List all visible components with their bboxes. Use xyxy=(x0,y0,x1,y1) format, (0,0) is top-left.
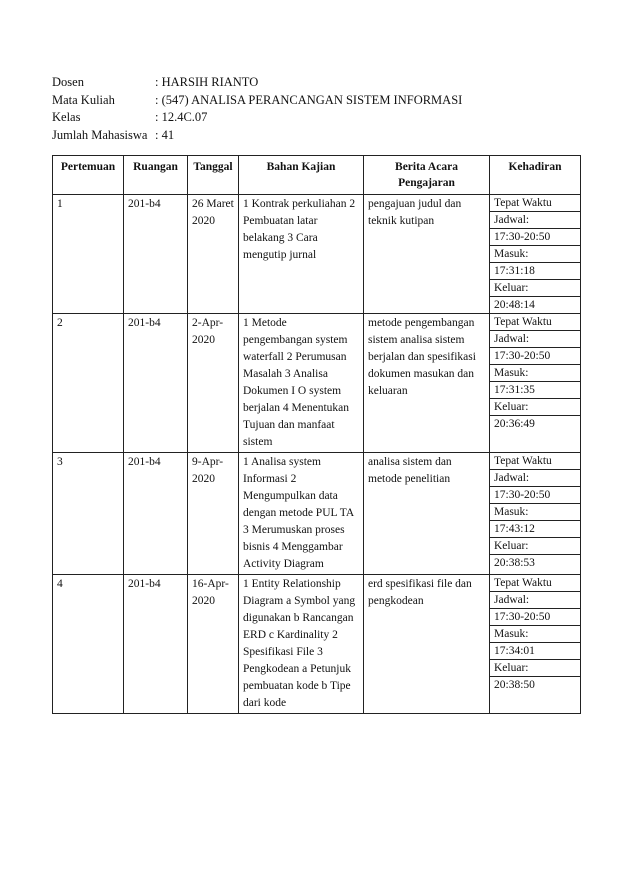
kehadiran-jadwal-value: 17:30-20:50 xyxy=(490,229,580,246)
kehadiran-masuk-label: Masuk: xyxy=(490,504,580,521)
kehadiran-keluar-label: Keluar: xyxy=(490,280,580,297)
header-row-jumlah xyxy=(52,127,462,145)
kelas-label: Kelas xyxy=(52,110,81,124)
cell-pertemuan: 4 xyxy=(53,575,124,714)
table-row xyxy=(53,195,581,314)
matkul-label: Mata Kuliah xyxy=(52,92,115,107)
kehadiran-keluar-value: 20:38:53 xyxy=(494,557,535,569)
table-row xyxy=(53,314,581,453)
cell-kehadiran xyxy=(490,575,581,714)
document-header xyxy=(52,74,462,144)
cell-pertemuan: 3 xyxy=(53,453,124,575)
kehadiran-jadwal-label: Jadwal: xyxy=(490,592,580,609)
kehadiran-status: Tepat Waktu xyxy=(490,575,580,592)
cell-bahan-kajian: 1 Entity Relationship Diagram a Symbol yang digunakan b Rancangan ERD c Kardinality 2 Spesifikasi File 3 Pengkodean a Petunjuk pembuatan kode b Tipe dari kode xyxy=(239,575,364,714)
cell-pertemuan: 2 xyxy=(53,314,124,453)
kehadiran-keluar-label: Keluar: xyxy=(490,538,580,555)
cell-kehadiran xyxy=(490,314,581,453)
cell-berita-acara: metode pengembangan sistem analisa sistem berjalan dan spesifikasi dokumen masukan dan keluaran xyxy=(364,314,490,453)
kehadiran-jadwal-label: Jadwal: xyxy=(490,331,580,348)
kehadiran-jadwal-value: 17:30-20:50 xyxy=(490,348,580,365)
cell-kehadiran xyxy=(490,453,581,575)
table-row xyxy=(53,575,581,714)
kehadiran-jadwal-value: 17:30-20:50 xyxy=(490,487,580,504)
matkul-value: : (547) ANALISA PERANCANGAN SISTEM INFORMASI xyxy=(155,92,463,107)
dosen-label: Dosen xyxy=(52,75,84,89)
kehadiran-status: Tepat Waktu xyxy=(490,453,580,470)
kehadiran-status: Tepat Waktu xyxy=(490,314,580,331)
cell-bahan-kajian: 1 Metode pengembangan system waterfall 2 Perumusan Masalah 3 Analisa Dokumen I O system berjalan 4 Menentukan Tujuan dan manfaat sistem xyxy=(239,314,364,453)
jumlah-value: : 41 xyxy=(155,127,175,142)
kehadiran-status: Tepat Waktu xyxy=(490,195,580,212)
kehadiran-jadwal-value: 17:30-20:50 xyxy=(490,609,580,626)
col-header-tanggal: Tanggal xyxy=(188,156,239,195)
attendance-table xyxy=(52,155,581,714)
table-row xyxy=(53,453,581,575)
cell-ruangan: 201-b4 xyxy=(124,575,188,714)
table-header-row xyxy=(53,156,581,195)
kehadiran-keluar-label: Keluar: xyxy=(490,399,580,416)
kehadiran-masuk-label: Masuk: xyxy=(490,246,580,263)
cell-berita-acara: pengajuan judul dan teknik kutipan xyxy=(364,195,490,314)
cell-kehadiran xyxy=(490,195,581,314)
kehadiran-masuk-value: 17:34:01 xyxy=(490,643,580,660)
col-header-bahan-kajian: Bahan Kajian xyxy=(239,156,364,195)
header-row-kelas xyxy=(52,109,462,127)
header-row-matkul xyxy=(52,92,462,110)
col-header-ruangan: Ruangan xyxy=(124,156,188,195)
cell-bahan-kajian: 1 Analisa system Informasi 2 Mengumpulkan data dengan metode PUL TA 3 Merumuskan proses bisnis 4 Menggambar Activity Diagram xyxy=(239,453,364,575)
header-row-dosen xyxy=(52,74,462,92)
cell-pertemuan: 1 xyxy=(53,195,124,314)
cell-tanggal: 2-Apr-2020 xyxy=(188,314,239,453)
kehadiran-masuk-value: 17:43:12 xyxy=(490,521,580,538)
cell-ruangan: 201-b4 xyxy=(124,453,188,575)
cell-ruangan: 201-b4 xyxy=(124,195,188,314)
kehadiran-keluar-label: Keluar: xyxy=(490,660,580,677)
kehadiran-keluar-value: 20:38:50 xyxy=(494,679,535,691)
kehadiran-jadwal-label: Jadwal: xyxy=(490,470,580,487)
kehadiran-keluar-value: 20:48:14 xyxy=(494,299,535,311)
kehadiran-masuk-label: Masuk: xyxy=(490,365,580,382)
kehadiran-masuk-value: 17:31:18 xyxy=(490,263,580,280)
kehadiran-masuk-label: Masuk: xyxy=(490,626,580,643)
col-header-pertemuan: Pertemuan xyxy=(53,156,124,195)
col-header-berita-acara: Berita Acara Pengajaran xyxy=(364,156,490,195)
cell-tanggal: 16-Apr-2020 xyxy=(188,575,239,714)
cell-tanggal: 9-Apr-2020 xyxy=(188,453,239,575)
kelas-value: : 12.4C.07 xyxy=(155,110,208,124)
cell-tanggal: 26 Maret 2020 xyxy=(188,195,239,314)
cell-bahan-kajian: 1 Kontrak perkuliahan 2 Pembuatan latar belakang 3 Cara mengutip jurnal xyxy=(239,195,364,314)
cell-ruangan: 201-b4 xyxy=(124,314,188,453)
cell-berita-acara: erd spesifikasi file dan pengkodean xyxy=(364,575,490,714)
kehadiran-keluar-value: 20:36:49 xyxy=(494,418,535,430)
dosen-value: : HARSIH RIANTO xyxy=(155,75,259,89)
col-header-kehadiran: Kehadiran xyxy=(490,156,581,195)
jumlah-label: Jumlah Mahasiswa xyxy=(52,127,148,142)
kehadiran-masuk-value: 17:31:35 xyxy=(490,382,580,399)
cell-berita-acara: analisa sistem dan metode penelitian xyxy=(364,453,490,575)
kehadiran-jadwal-label: Jadwal: xyxy=(490,212,580,229)
